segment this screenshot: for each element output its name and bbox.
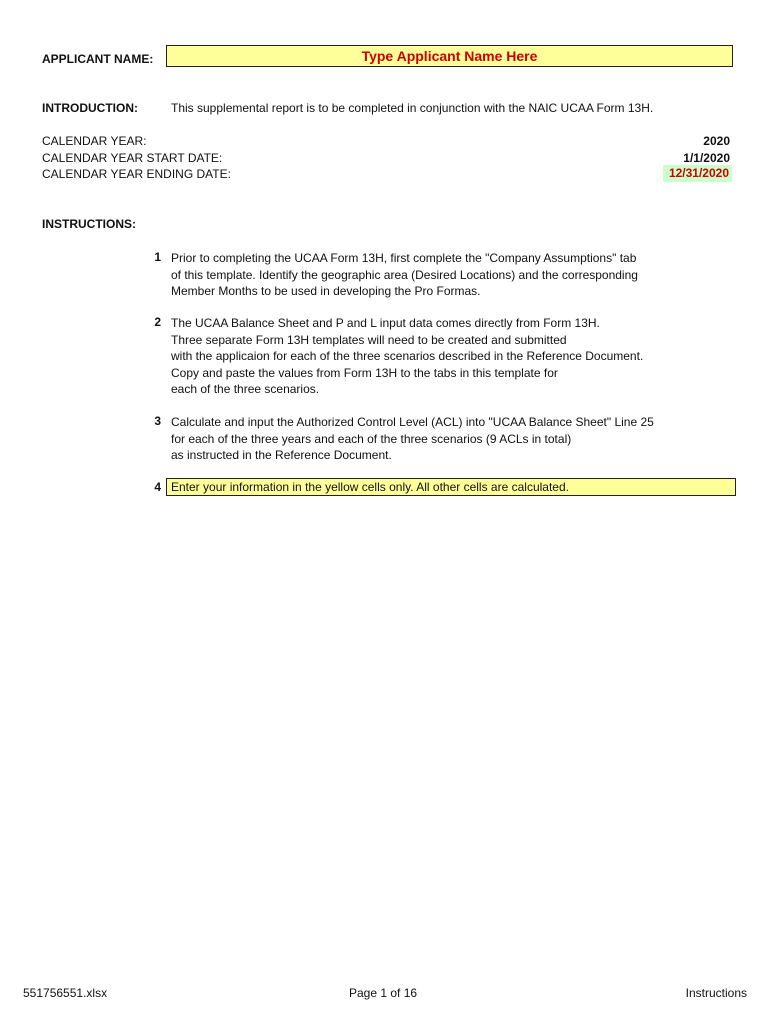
calendar-start-label: CALENDAR YEAR START DATE: bbox=[42, 151, 223, 165]
instruction-number: 2 bbox=[154, 315, 161, 329]
instruction-line: Member Months to be used in developing the Pro Formas. bbox=[171, 284, 481, 298]
applicant-name-input[interactable]: Type Applicant Name Here bbox=[166, 45, 733, 67]
instruction-line: for each of the three years and each of the three scenarios (9 ACLs in total) bbox=[171, 431, 572, 446]
yellow-cells-note[interactable]: Enter your information in the yellow cells only. All other cells are calculated. bbox=[166, 478, 736, 496]
calendar-end-value: 12/31/2020 bbox=[663, 165, 732, 182]
instruction-line: The UCAA Balance Sheet and P and L input data comes directly from Form 13H. bbox=[171, 316, 600, 330]
instruction-line: as instructed in the Reference Document. bbox=[171, 448, 392, 462]
instruction-line: Copy and paste the values from Form 13H to the tabs in this template for bbox=[171, 365, 558, 380]
footer-page-number: Page 1 of 16 bbox=[349, 986, 418, 1000]
instruction-number: 1 bbox=[154, 250, 161, 264]
instruction-number: 3 bbox=[154, 414, 161, 428]
calendar-year-value: 2020 bbox=[703, 134, 730, 148]
instruction-line: Calculate and input the Authorized Control Level (ACL) into "UCAA Balance Sheet" Line 25 bbox=[171, 415, 654, 429]
instruction-number: 4 bbox=[154, 480, 161, 494]
instruction-line: with the applicaion for each of the three scenarios described in the Reference Document. bbox=[171, 349, 644, 363]
calendar-year-label: CALENDAR YEAR: bbox=[42, 134, 147, 148]
calendar-end-label: CALENDAR YEAR ENDING DATE: bbox=[42, 167, 231, 181]
footer-sheet-name: Instructions bbox=[685, 986, 747, 1000]
instruction-text bbox=[171, 414, 654, 464]
introduction-label: INTRODUCTION: bbox=[42, 101, 138, 115]
instruction-line: Prior to completing the UCAA Form 13H, first complete the "Company Assumptions" tab bbox=[171, 251, 637, 265]
footer-filename: 551756551.xlsx bbox=[23, 986, 108, 1000]
introduction-text: This supplemental report is to be completed in conjunction with the NAIC UCAA Form 13H. bbox=[171, 101, 654, 115]
instructions-label: INSTRUCTIONS: bbox=[42, 217, 136, 231]
instruction-line: of this template. Identify the geographic area (Desired Locations) and the corresponding bbox=[171, 267, 638, 282]
instruction-text bbox=[171, 250, 638, 300]
instruction-line: each of the three scenarios. bbox=[171, 382, 320, 396]
instruction-line: Three separate Form 13H templates will need to be created and submitted bbox=[171, 332, 567, 347]
calendar-start-value: 1/1/2020 bbox=[683, 151, 730, 165]
applicant-name-label: APPLICANT NAME: bbox=[42, 52, 154, 66]
instruction-text bbox=[171, 315, 643, 398]
